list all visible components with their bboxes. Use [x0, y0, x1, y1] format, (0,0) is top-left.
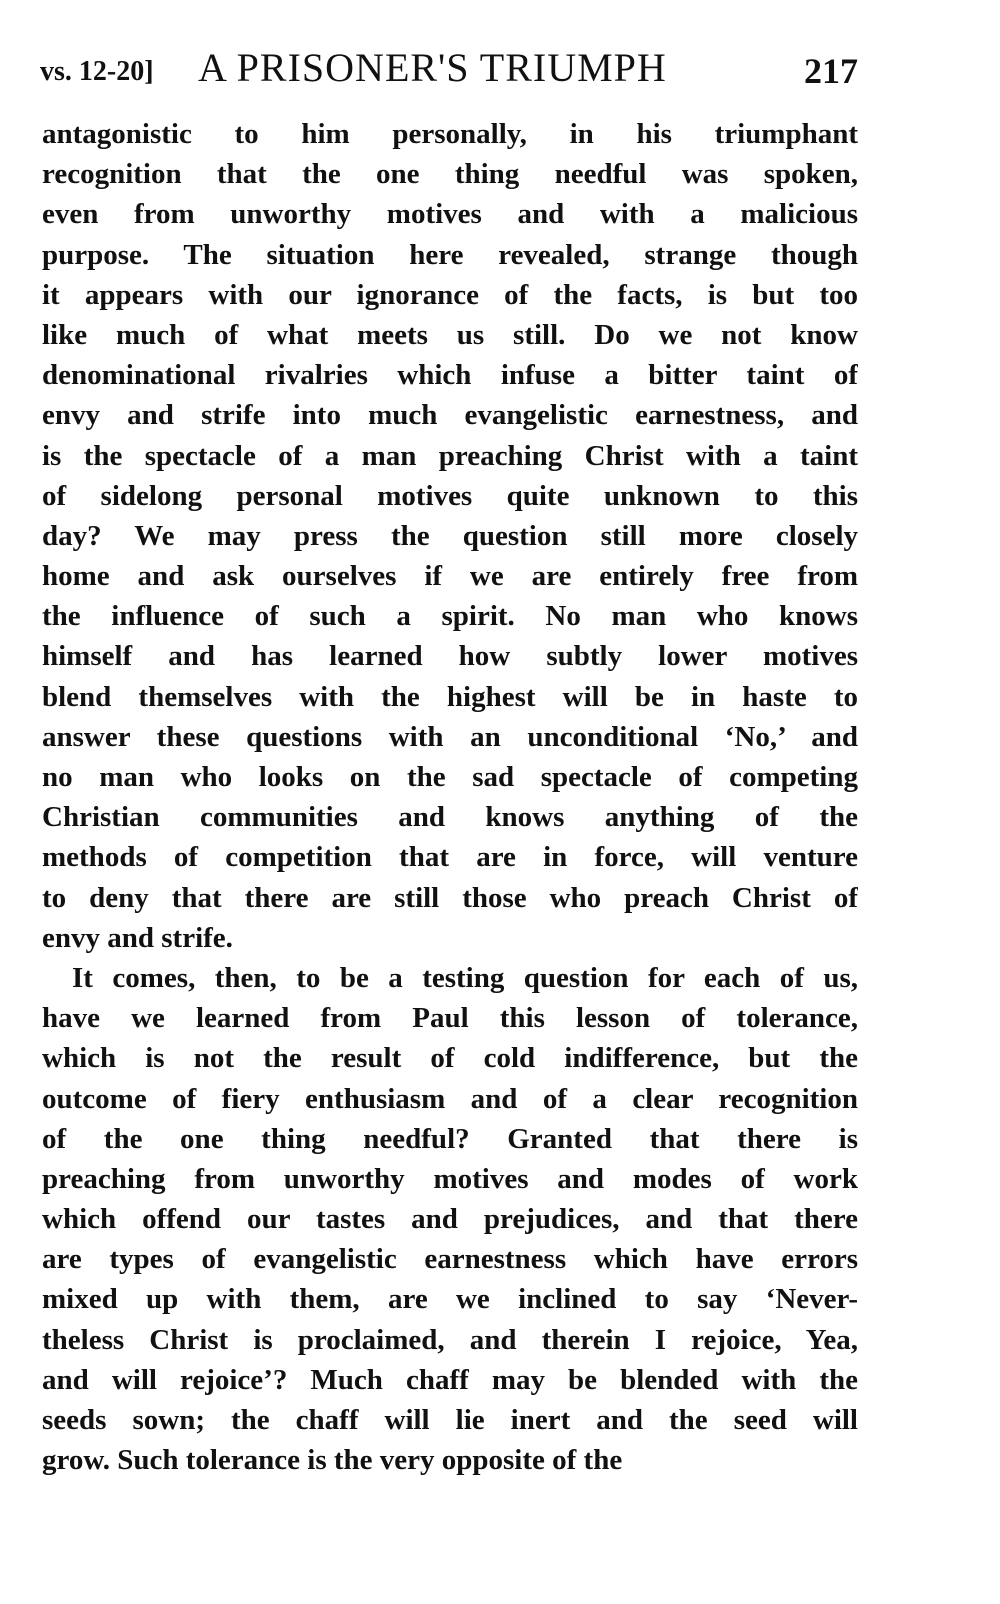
text-line: and will rejoice’? Much chaff may be blended with the [42, 1363, 858, 1396]
page-number: 217 [804, 51, 858, 91]
text-line: blend themselves with the highest will be in haste to [42, 680, 858, 713]
text-line: which is not the result of cold indifference, but the [42, 1042, 858, 1075]
text-line: mixed up with them, are we inclined to say ‘Never- [42, 1283, 858, 1316]
text-line: home and ask ourselves if we are entirely free from [42, 560, 858, 593]
text-line: purpose. The situation here revealed, strange though [42, 238, 858, 271]
text-line: antagonistic to him personally, in his triumphant [42, 118, 858, 150]
paragraph [42, 958, 858, 1480]
text-line: day? We may press the question still more closely [42, 519, 858, 552]
text-line: seeds sown; the chaff will lie inert and the seed will [42, 1404, 858, 1436]
text-line: are types of evangelistic earnestness which have errors [42, 1243, 858, 1276]
text-line: envy and strife into much evangelistic earnestness, and [42, 399, 858, 432]
text-line: of sidelong personal motives quite unknown to this [42, 479, 858, 512]
text-line: of the one thing needful? Granted that there is [42, 1122, 858, 1155]
text-line: recognition that the one thing needful was spoken, [42, 158, 858, 191]
paragraph [42, 114, 858, 958]
text-line: the influence of such a spirit. No man who knows [42, 600, 858, 633]
text-line: preaching from unworthy motives and modes of work [42, 1162, 858, 1195]
text-line: which offend our tastes and prejudices, and that there [42, 1203, 858, 1236]
chapter-title: A PRISONER'S TRIUMPH [198, 45, 667, 90]
text-line: it appears with our ignorance of the facts, is but too [42, 278, 858, 311]
text-line: outcome of fiery enthusiasm and of a clear recognition [42, 1082, 858, 1115]
text-line: even from unworthy motives and with a malicious [42, 198, 858, 231]
text-line: Christian communities and knows anything of the [42, 801, 858, 834]
running-head [40, 44, 858, 92]
text-line: envy and strife. [42, 921, 233, 954]
text-line: theless Christ is proclaimed, and therein I rejoice, Yea, [42, 1323, 858, 1356]
text-line: no man who looks on the sad spectacle of competing [42, 761, 858, 793]
verse-reference: vs. 12-20] [40, 56, 154, 87]
text-line: methods of competition that are in force, will venture [42, 841, 858, 874]
text-line: grow. Such tolerance is the very opposite of the [42, 1444, 623, 1477]
text-line: answer these questions with an unconditional ‘No,’ and [42, 720, 858, 753]
text-line: like much of what meets us still. Do we not know [42, 318, 858, 351]
text-line: It comes, then, to be a testing question for each of us, [72, 961, 858, 994]
text-line: to deny that there are still those who preach Christ of [42, 881, 858, 914]
text-line: is the spectacle of a man preaching Christ with a taint [42, 439, 858, 472]
text-line: have we learned from Paul this lesson of tolerance, [42, 1002, 858, 1035]
body-text [42, 114, 858, 1480]
text-line: himself and has learned how subtly lower motives [42, 640, 858, 673]
text-line: denominational rivalries which infuse a bitter taint of [42, 359, 858, 392]
